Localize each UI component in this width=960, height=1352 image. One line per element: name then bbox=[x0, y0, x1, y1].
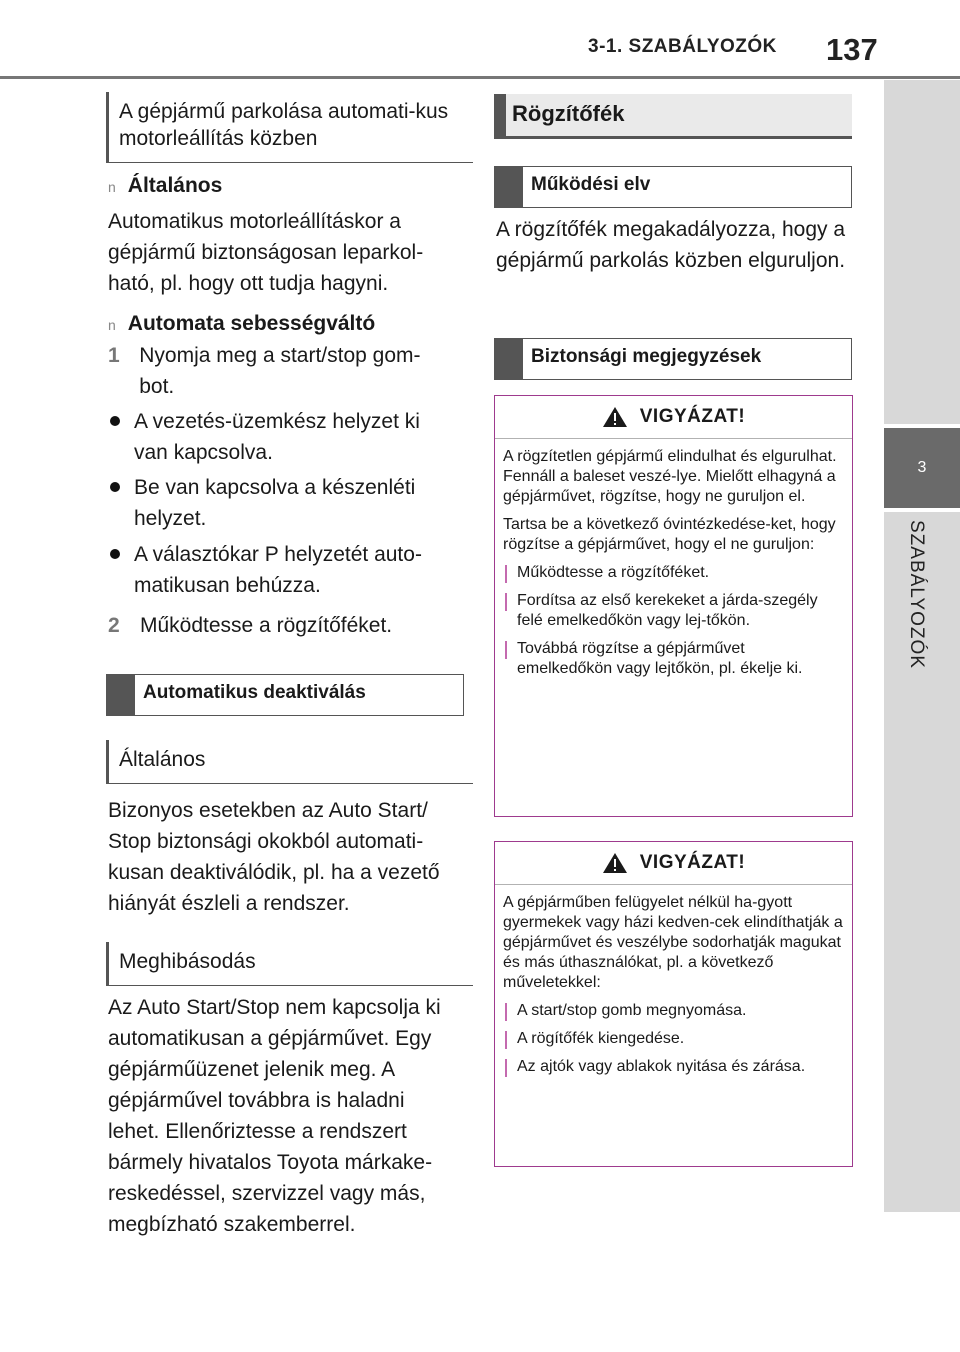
section-title: 3-1. SZABÁLYOZÓK bbox=[588, 36, 777, 57]
step-number: 1 bbox=[108, 344, 120, 367]
list-bar-icon bbox=[505, 565, 507, 583]
deact-text: Bizonyos esetekben az Auto Start/ Stop biztonsági okokból automati-kusan deaktiválódik, pl. ha a vezető hiányát észleli a rendszer. bbox=[108, 799, 440, 915]
general-heading-row bbox=[108, 170, 458, 203]
principle-text: A rögzítőfék megakadályozza, hogy a gépjármű parkolás közben elguruljon. bbox=[496, 218, 846, 272]
warning-list-item bbox=[503, 591, 844, 631]
auto-deact-heading: Automatikus deaktiválás bbox=[143, 682, 366, 703]
warning-title: VIGYÁZAT! bbox=[639, 852, 746, 873]
auto-trans-heading: Automata sebességváltó bbox=[127, 312, 376, 335]
heading-bar bbox=[495, 339, 523, 379]
subsection-box-fault bbox=[106, 942, 473, 986]
list-marker-icon: n bbox=[108, 317, 116, 333]
warning-list-item bbox=[503, 1001, 844, 1021]
step-2 bbox=[108, 610, 448, 641]
auto-trans-heading-row bbox=[108, 308, 458, 341]
header-rule bbox=[0, 76, 960, 79]
chapter-label: SZABÁLYOZÓK bbox=[906, 520, 927, 669]
list-bar-icon bbox=[505, 1003, 507, 1021]
bullet-text: A vezetés-üzemkész helyzet ki van kapcsolva. bbox=[134, 410, 420, 464]
warning-triangle-icon bbox=[602, 852, 628, 874]
warning-item-text: A start/stop gomb megnyomása. bbox=[517, 1002, 747, 1019]
subsection-box-parking bbox=[106, 92, 473, 163]
auto-deact-heading-box bbox=[106, 674, 464, 716]
bullet-item bbox=[108, 406, 448, 468]
warning-list-item bbox=[503, 1029, 844, 1049]
bullet-text: Be van kapcsolva a készenléti helyzet. bbox=[134, 476, 416, 530]
step-1 bbox=[108, 340, 448, 402]
warning-triangle-icon bbox=[602, 406, 628, 428]
step-number: 2 bbox=[108, 614, 120, 637]
warning-item-text: Továbbá rögzítse a gépjárművet emelkedőkön vagy lejtőkön, pl. ékelje ki. bbox=[517, 640, 803, 677]
side-strip-top bbox=[884, 80, 960, 424]
bullet-item bbox=[108, 539, 448, 601]
subsection-title: Általános bbox=[119, 748, 206, 771]
bullet-icon bbox=[110, 482, 120, 492]
warning-header bbox=[495, 396, 852, 439]
warning-box-2 bbox=[494, 841, 853, 1167]
general-text: Automatikus motorleállításkor a gépjármű biztonságosan leparkol-ható, pl. hogy ott tudja hagyni. bbox=[108, 210, 424, 295]
warning-paragraph: A gépjárműben felügyelet nélkül ha-gyott gyermekek vagy házi kedven-cek elindíthatják a gépjárművet és veszélybe sodorhatják magukat és más úthasználókat, pl. a következő műveletekkel: bbox=[503, 894, 843, 991]
chapter-tab: 3 bbox=[884, 428, 960, 508]
general-heading: Általános bbox=[127, 174, 223, 197]
safety-heading-box bbox=[494, 338, 852, 380]
warning-body bbox=[495, 439, 852, 697]
subsection-title: Meghibásodás bbox=[119, 950, 256, 973]
step-text: Nyomja meg a start/stop gom-bot. bbox=[139, 344, 421, 398]
warning-box-1 bbox=[494, 395, 853, 817]
parking-brake-heading-box bbox=[494, 94, 852, 139]
warning-item-text: Működtesse a rögzítőféket. bbox=[517, 564, 710, 581]
warning-item-text: Az ajtók vagy ablakok nyitása és zárása. bbox=[517, 1058, 806, 1075]
warning-header bbox=[495, 842, 852, 885]
warning-list-item bbox=[503, 563, 844, 583]
warning-item-text: Fordítsa az első kerekeket a járda-szegély felé emelkedőkön vagy lej-tőkön. bbox=[517, 592, 818, 629]
warning-body bbox=[495, 885, 852, 1095]
list-marker-icon: n bbox=[108, 179, 116, 195]
heading-bar bbox=[107, 675, 135, 715]
subsection-title: A gépjármű parkolása automati-kus motorleállítás közben bbox=[119, 100, 449, 150]
subsection-box-general bbox=[106, 740, 473, 784]
principle-heading-box bbox=[494, 166, 852, 208]
warning-title: VIGYÁZAT! bbox=[639, 406, 746, 427]
warning-paragraph: A rögzítetlen gépjármű elindulhat és elgurulhat. Fennáll a baleset veszé-lye. Mielőtt elhagyná a gépjárművet, rögzítse, hogy ne guruljon el. bbox=[503, 448, 837, 505]
bullet-item bbox=[108, 472, 448, 534]
fault-text: Az Auto Start/Stop nem kapcsolja ki automatikusan a gépjárművet. Egy gépjárműüzenet jelenik meg. A gépjárművel továbbra is haladni lehet. Ellenőriztesse a rendszert bármely hivatalos Toyota márkake-reskedéssel, szervizzel vagy más, megbízható szakemberrel. bbox=[108, 996, 441, 1236]
safety-heading: Biztonsági megjegyzések bbox=[531, 346, 762, 367]
principle-heading: Működési elv bbox=[531, 174, 651, 195]
bullet-icon bbox=[110, 549, 120, 559]
list-bar-icon bbox=[505, 1031, 507, 1049]
bullet-text: A választókar P helyzetét auto-matikusan behúzza. bbox=[134, 543, 422, 597]
bullet-icon bbox=[110, 416, 120, 426]
warning-list-item bbox=[503, 639, 844, 679]
list-bar-icon bbox=[505, 1059, 507, 1077]
list-bar-icon bbox=[505, 641, 507, 659]
heading-bar bbox=[495, 167, 523, 207]
parking-brake-heading: Rögzítőfék bbox=[512, 101, 625, 126]
list-bar-icon bbox=[505, 593, 507, 611]
heading-bar bbox=[494, 94, 506, 136]
warning-item-text: A rögítőfék kiengedése. bbox=[517, 1030, 685, 1047]
step-text: Működtesse a rögzítőféket. bbox=[140, 614, 393, 637]
warning-paragraph: Tartsa be a következő óvintézkedése-ket, hogy rögzítse a gépjárművet, hogy el ne guruljon: bbox=[503, 516, 836, 553]
page-number: 137 bbox=[826, 32, 878, 67]
warning-list-item bbox=[503, 1057, 844, 1077]
